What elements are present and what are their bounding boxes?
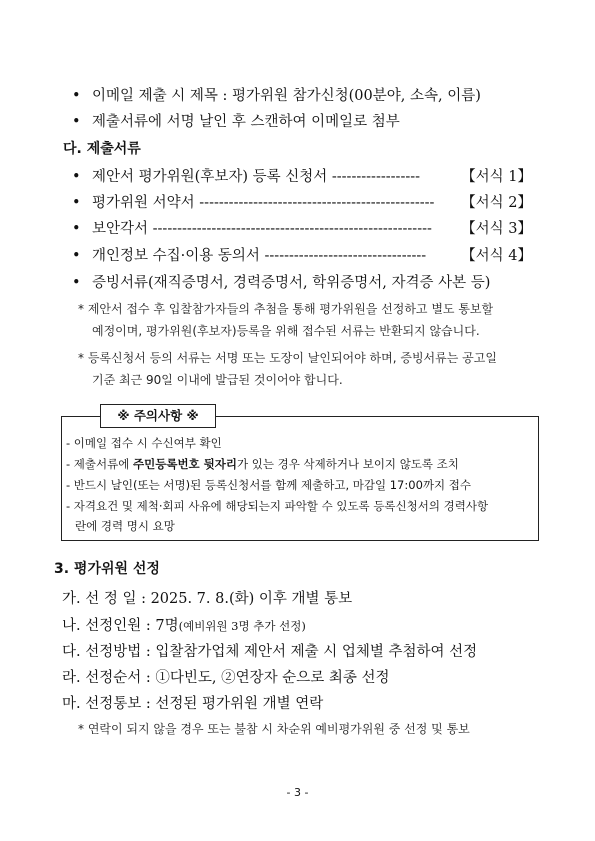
section-heading-selection: 3. 평가위원 선정 bbox=[54, 561, 160, 577]
bullet-text: 제출서류에 서명 날인 후 스캔하여 이메일로 첨부 bbox=[92, 114, 400, 130]
note-line: 기준 최근 90일 이내에 발급된 것이어야 합니다. bbox=[92, 373, 343, 387]
note-line: * 등록신청서 등의 서류는 서명 또는 도장이 날인되어야 하며, 증빙서류는 공고일 bbox=[78, 351, 497, 365]
selection-row bbox=[62, 692, 323, 713]
page-number: - 3 - bbox=[286, 786, 309, 799]
notice-title: ※ 주의사항 ※ bbox=[100, 404, 216, 428]
notice-emphasis: 주민등록번호 뒷자리 bbox=[133, 457, 237, 471]
selection-text: 다. 선정방법 : 입찰참가업체 제안서 제출 시 업체별 추첨하여 선정 bbox=[62, 644, 478, 660]
form-tag: 【서식 4】 bbox=[461, 248, 532, 264]
notice-line: 란에 경력 명시 요망 bbox=[75, 519, 175, 533]
bullet-text: 증빙서류(재직증명서, 경력증명서, 학위증명서, 자격증 사본 등) bbox=[92, 275, 491, 291]
form-tag: 【서식 2】 bbox=[461, 195, 532, 211]
form-tag: 【서식 1】 bbox=[461, 169, 532, 185]
notice-line bbox=[66, 456, 459, 472]
selection-text: 마. 선정통보 : 선정된 평가위원 개별 연락 bbox=[62, 696, 324, 712]
bullet-item: • 증빙서류(재직증명서, 경력증명서, 학위증명서, 자격증 사본 등) bbox=[72, 275, 491, 291]
form-item: • 개인정보 수집·이용 동의서 --------------------------------- 【서식 4】 bbox=[72, 244, 532, 265]
selection-footnote: * 연락이 되지 않을 경우 또는 불참 시 차순위 예비평가위원 중 선정 및 통보 bbox=[78, 722, 470, 736]
bullet-item: • 이메일 제출 시 제목 : 평가위원 참가신청(00분야, 소속, 이름) bbox=[72, 88, 481, 104]
selection-row bbox=[62, 614, 306, 635]
note-line: 예정이며, 평가위원(후보자)등록을 위해 접수된 서류는 반환되지 않습니다. bbox=[92, 324, 480, 338]
selection-text: 라. 선정순서 : ①다빈도, ②연장자 순으로 최종 선정 bbox=[62, 670, 390, 686]
section-heading-documents: 다. 제출서류 bbox=[63, 141, 141, 157]
bullet-text: 이메일 제출 시 제목 : 평가위원 참가신청(00분야, 소속, 이름) bbox=[92, 88, 481, 104]
form-item: • 보안각서 --------------------------------------------------------- 【서식 3】 bbox=[72, 217, 532, 238]
notice-text: 가 있는 경우 삭제하거나 보이지 않도록 조치 bbox=[237, 457, 459, 471]
notice-line: - 반드시 날인(또는 서명)된 등록신청서를 함께 제출하고, 마감일 17:00까지 접수 bbox=[66, 478, 471, 492]
form-item: • 제안서 평가위원(후보자) 등록 신청서 ------------------ 【서식 1】 bbox=[72, 165, 532, 186]
selection-subnote: (예비위원 3명 추가 선정) bbox=[178, 619, 306, 633]
form-label: 제안서 평가위원(후보자) 등록 신청서 ------------------ bbox=[92, 169, 421, 185]
notice-line: - 이메일 접수 시 수신여부 확인 bbox=[66, 436, 222, 450]
notice-line: - 자격요건 및 제척·회피 사유에 해당되는지 파악할 수 있도록 등록신청서의 경력사항 bbox=[66, 499, 489, 513]
form-label: 보안각서 --------------------------------------------------------- bbox=[92, 221, 432, 237]
bullet-item: • 제출서류에 서명 날인 후 스캔하여 이메일로 첨부 bbox=[72, 114, 400, 130]
selection-row bbox=[62, 666, 390, 687]
selection-text: 가. 선 정 일 : 2025. 7. 8.(화) 이후 개별 통보 bbox=[62, 591, 353, 607]
form-tag: 【서식 3】 bbox=[461, 221, 532, 237]
selection-row bbox=[62, 640, 477, 661]
selection-row bbox=[62, 587, 352, 608]
selection-text: 나. 선정인원 : 7명 bbox=[62, 618, 179, 634]
form-label: 개인정보 수집·이용 동의서 --------------------------------- bbox=[92, 248, 427, 264]
form-item: • 평가위원 서약서 ------------------------------------------------ 【서식 2】 bbox=[72, 191, 532, 212]
form-label: 평가위원 서약서 ------------------------------------------------ bbox=[92, 195, 435, 211]
note-line: * 제안서 접수 후 입찰참가자들의 추첨을 통해 평가위원을 선정하고 별도 통보할 bbox=[78, 302, 494, 316]
notice-text: - 제출서류에 bbox=[66, 457, 134, 471]
